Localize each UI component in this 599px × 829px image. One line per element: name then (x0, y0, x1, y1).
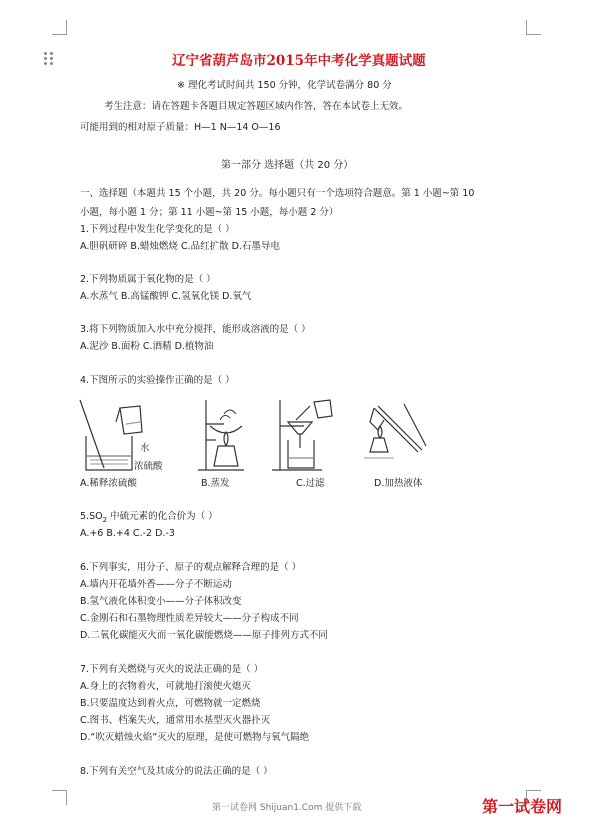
brand-logo: 第一试卷网 (482, 797, 563, 816)
question-5-stem-suffix: 中硫元素的化合价为（ ） (107, 511, 218, 522)
label-concentrated-acid: 浓硫酸 (134, 461, 163, 472)
question-8-stem: 8.下列有关空气及其成分的说法正确的是（ ） (80, 766, 273, 777)
question-2-stem: 2.下列物质属于氧化物的是（ ） (80, 274, 216, 285)
question-6-option-b: B.氢气液化体积变小——分子体积改变 (80, 596, 242, 607)
exam-note: ※ 理化考试时间共 150 分钟，化学试卷满分 80 分 (177, 80, 392, 91)
question-4-figures (74, 396, 454, 474)
question-5-options: A.+6 B.+4 C.-2 D.-3 (80, 528, 175, 539)
question-7-option-b: B.只要温度达到着火点，可燃物就一定燃烧 (80, 698, 261, 709)
question-7-stem: 7.下列有关燃烧与灭火的说法正确的是（ ） (80, 664, 264, 675)
question-2-options: A.水蒸气 B.高锰酸钾 C.氢氧化镁 D.氧气 (80, 291, 252, 302)
question-5-stem-prefix: 5.SO (80, 511, 103, 522)
question-7-option-d: D.“吹灭蜡烛火焰”灭火的原理，是使可燃物与氧气隔绝 (80, 732, 310, 743)
question-1-stem: 1.下列过程中发生化学变化的是（ ） (80, 224, 235, 235)
question-3-options: A.泥沙 B.面粉 C.酒精 D.植物油 (80, 341, 214, 352)
question-1-options: A.胆矾研碎 B.蜡烛燃烧 C.品红扩散 D.石墨导电 (80, 241, 280, 252)
question-6-option-d: D.二氧化碳能灭火而一氧化碳能燃烧——原子排列方式不同 (80, 630, 328, 641)
drag-handle-icon[interactable] (44, 52, 56, 66)
question-5-subscript: 2 (102, 515, 108, 524)
heating-liquid-figure (364, 404, 426, 458)
exam-notice: 考生注意：请在答题卡各题目规定答题区域内作答，答在本试卷上无效。 (104, 101, 409, 112)
label-water: 水 (140, 443, 150, 454)
figure-caption-b: B.蒸发 (201, 478, 230, 489)
evaporation-figure (198, 400, 244, 470)
dilution-figure (80, 400, 142, 470)
question-3-stem: 3.将下列物质加入水中充分搅拌，能形成溶液的是（ ） (80, 324, 311, 335)
crop-mark-top-left (52, 20, 67, 35)
figure-caption-a: A.稀释浓硫酸 (80, 478, 137, 489)
page-footer: 第一试卷网 Shijuan1.Com 提供下载 (212, 803, 362, 813)
question-7-option-c: C.图书、档案失火，通常用水基型灭火器扑灭 (80, 715, 271, 726)
question-7-option-a: A.身上的衣物着火，可就地打滚使火熄灭 (80, 681, 251, 692)
crop-mark-bottom-left (52, 790, 67, 805)
section-heading: 第一部分 选择题（共 20 分） (221, 160, 354, 171)
question-5-stem (80, 511, 218, 526)
crop-mark-top-right (526, 20, 541, 35)
question-6-option-c: C.金刚石和石墨物理性质差异较大——分子构成不同 (80, 613, 299, 624)
figure-caption-d: D.加热液体 (374, 478, 423, 489)
document-title: 辽宁省葫芦岛市2015年中考化学真题试题 (172, 53, 426, 69)
intro-line-1: 一、选择题（本题共 15 个小题，共 20 分。每小题只有一个选项符合题意。第 1 小题~第 10 (80, 188, 475, 199)
figure-caption-c: C.过滤 (296, 478, 325, 489)
intro-line-2: 小题，每小题 1 分；第 11 小题~第 15 小题，每小题 2 分） (80, 207, 339, 218)
question-4-stem: 4.下图所示的实验操作正确的是（ ） (80, 375, 235, 386)
question-6-stem: 6.下列事实，用分子、原子的观点解释合理的是（ ） (80, 562, 302, 573)
atomic-mass-line: 可能用到的相对原子质量：H—1 N—14 O—16 (80, 122, 281, 133)
question-6-option-a: A.墙内开花墙外香——分子不断运动 (80, 579, 232, 590)
filtration-figure (272, 400, 332, 470)
lab-apparatus-figures (74, 396, 454, 474)
